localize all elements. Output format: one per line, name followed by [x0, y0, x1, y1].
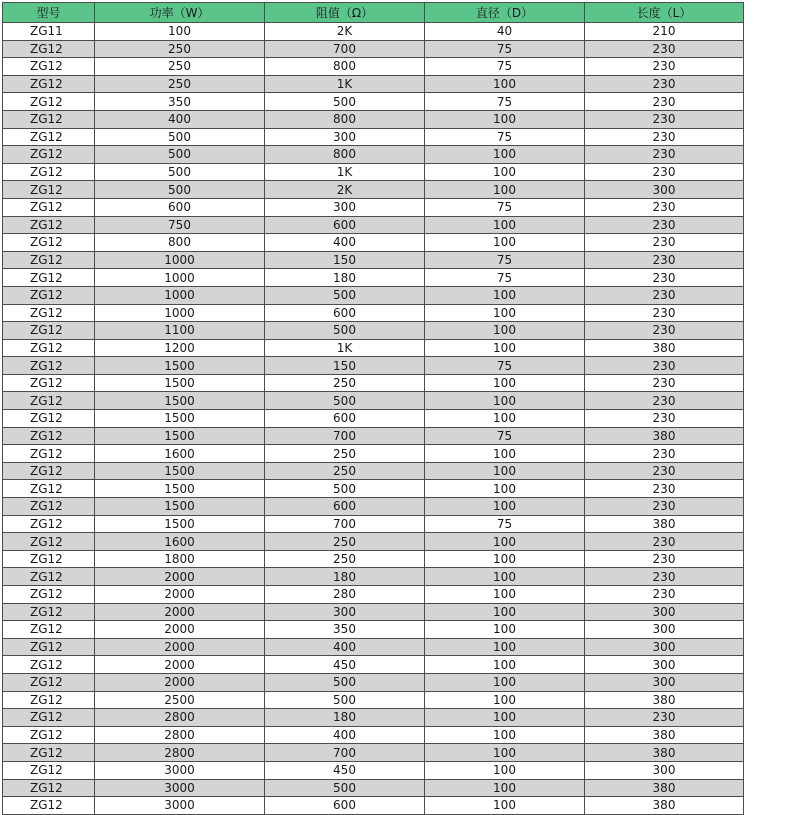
cell-diameter: 100: [425, 761, 585, 779]
cell-diameter: 100: [425, 146, 585, 164]
cell-resistance: 600: [265, 304, 425, 322]
cell-power: 2000: [95, 621, 265, 639]
cell-model: ZG12: [3, 744, 95, 762]
cell-length: 230: [585, 586, 744, 604]
cell-length: 230: [585, 568, 744, 586]
table-row: [3, 779, 744, 797]
cell-model: ZG12: [3, 638, 95, 656]
cell-model: ZG12: [3, 550, 95, 568]
table-row: [3, 445, 744, 463]
table-row: [3, 410, 744, 428]
table-row: [3, 550, 744, 568]
cell-power: 800: [95, 234, 265, 252]
cell-diameter: 75: [425, 93, 585, 111]
cell-length: 230: [585, 40, 744, 58]
cell-resistance: 800: [265, 58, 425, 76]
cell-diameter: 100: [425, 779, 585, 797]
cell-model: ZG12: [3, 656, 95, 674]
cell-resistance: 400: [265, 234, 425, 252]
cell-power: 2000: [95, 603, 265, 621]
table-row: [3, 269, 744, 287]
cell-diameter: 100: [425, 480, 585, 498]
cell-power: 1500: [95, 480, 265, 498]
table-row: [3, 58, 744, 76]
cell-length: 210: [585, 23, 744, 41]
cell-resistance: 500: [265, 691, 425, 709]
cell-model: ZG12: [3, 181, 95, 199]
cell-model: ZG12: [3, 779, 95, 797]
cell-power: 1500: [95, 392, 265, 410]
cell-length: 380: [585, 515, 744, 533]
cell-power: 250: [95, 40, 265, 58]
cell-power: 1800: [95, 550, 265, 568]
cell-length: 230: [585, 216, 744, 234]
cell-model: ZG12: [3, 515, 95, 533]
cell-model: ZG12: [3, 40, 95, 58]
cell-model: ZG12: [3, 797, 95, 815]
cell-resistance: 250: [265, 533, 425, 551]
cell-length: 380: [585, 726, 744, 744]
cell-power: 500: [95, 163, 265, 181]
table-row: [3, 216, 744, 234]
cell-length: 230: [585, 110, 744, 128]
cell-model: ZG12: [3, 374, 95, 392]
cell-diameter: 100: [425, 726, 585, 744]
table-row: [3, 603, 744, 621]
cell-length: 230: [585, 410, 744, 428]
table-row: [3, 709, 744, 727]
cell-power: 1000: [95, 304, 265, 322]
cell-resistance: 250: [265, 462, 425, 480]
table-row: [3, 146, 744, 164]
cell-model: ZG12: [3, 568, 95, 586]
table-row: [3, 515, 744, 533]
cell-diameter: 100: [425, 656, 585, 674]
table-row: [3, 181, 744, 199]
cell-model: ZG12: [3, 216, 95, 234]
cell-diameter: 100: [425, 568, 585, 586]
cell-power: 2000: [95, 673, 265, 691]
table-row: [3, 234, 744, 252]
cell-power: 1000: [95, 286, 265, 304]
cell-resistance: 500: [265, 480, 425, 498]
cell-diameter: 75: [425, 357, 585, 375]
cell-power: 2500: [95, 691, 265, 709]
cell-resistance: 150: [265, 251, 425, 269]
cell-model: ZG12: [3, 673, 95, 691]
cell-diameter: 75: [425, 427, 585, 445]
cell-model: ZG12: [3, 304, 95, 322]
cell-length: 230: [585, 480, 744, 498]
cell-model: ZG12: [3, 392, 95, 410]
cell-resistance: 700: [265, 744, 425, 762]
cell-resistance: 500: [265, 392, 425, 410]
cell-model: ZG12: [3, 75, 95, 93]
cell-model: ZG12: [3, 410, 95, 428]
cell-resistance: 350: [265, 621, 425, 639]
table-row: [3, 251, 744, 269]
cell-resistance: 300: [265, 603, 425, 621]
cell-diameter: 100: [425, 797, 585, 815]
cell-length: 380: [585, 744, 744, 762]
cell-diameter: 75: [425, 128, 585, 146]
cell-model: ZG12: [3, 761, 95, 779]
cell-power: 3000: [95, 779, 265, 797]
table-row: [3, 621, 744, 639]
cell-power: 500: [95, 128, 265, 146]
table-row: [3, 498, 744, 516]
cell-power: 600: [95, 198, 265, 216]
cell-power: 3000: [95, 761, 265, 779]
cell-model: ZG12: [3, 533, 95, 551]
column-header-resistance: 阻值（Ω）: [265, 3, 425, 23]
cell-power: 100: [95, 23, 265, 41]
cell-power: 250: [95, 75, 265, 93]
cell-length: 230: [585, 357, 744, 375]
resistor-spec-table-container: [2, 2, 743, 813]
cell-resistance: 500: [265, 673, 425, 691]
cell-model: ZG12: [3, 586, 95, 604]
cell-power: 1500: [95, 410, 265, 428]
cell-length: 300: [585, 638, 744, 656]
cell-length: 230: [585, 269, 744, 287]
cell-length: 230: [585, 533, 744, 551]
cell-power: 500: [95, 146, 265, 164]
cell-resistance: 300: [265, 128, 425, 146]
cell-power: 1500: [95, 427, 265, 445]
cell-model: ZG12: [3, 726, 95, 744]
cell-model: ZG12: [3, 251, 95, 269]
cell-model: ZG12: [3, 128, 95, 146]
cell-length: 230: [585, 462, 744, 480]
cell-diameter: 100: [425, 673, 585, 691]
cell-diameter: 100: [425, 374, 585, 392]
cell-model: ZG12: [3, 93, 95, 111]
cell-length: 230: [585, 128, 744, 146]
cell-diameter: 75: [425, 269, 585, 287]
cell-diameter: 100: [425, 339, 585, 357]
cell-diameter: 100: [425, 216, 585, 234]
table-row: [3, 339, 744, 357]
cell-resistance: 180: [265, 709, 425, 727]
cell-diameter: 75: [425, 40, 585, 58]
table-row: [3, 392, 744, 410]
cell-diameter: 75: [425, 251, 585, 269]
cell-power: 1100: [95, 322, 265, 340]
cell-resistance: 450: [265, 761, 425, 779]
cell-resistance: 800: [265, 146, 425, 164]
cell-model: ZG12: [3, 163, 95, 181]
cell-diameter: 100: [425, 621, 585, 639]
cell-resistance: 500: [265, 779, 425, 797]
cell-length: 230: [585, 146, 744, 164]
cell-diameter: 100: [425, 744, 585, 762]
cell-length: 230: [585, 392, 744, 410]
cell-resistance: 500: [265, 93, 425, 111]
cell-diameter: 100: [425, 110, 585, 128]
cell-resistance: 280: [265, 586, 425, 604]
table-row: [3, 797, 744, 815]
cell-diameter: 100: [425, 691, 585, 709]
cell-power: 1600: [95, 533, 265, 551]
cell-power: 350: [95, 93, 265, 111]
cell-model: ZG12: [3, 498, 95, 516]
cell-diameter: 100: [425, 709, 585, 727]
table-row: [3, 427, 744, 445]
cell-model: ZG12: [3, 691, 95, 709]
cell-resistance: 250: [265, 445, 425, 463]
cell-diameter: 100: [425, 304, 585, 322]
table-body: [3, 23, 744, 815]
cell-length: 300: [585, 656, 744, 674]
cell-resistance: 150: [265, 357, 425, 375]
cell-length: 230: [585, 58, 744, 76]
table-row: [3, 761, 744, 779]
cell-resistance: 250: [265, 550, 425, 568]
cell-power: 1000: [95, 269, 265, 287]
cell-resistance: 2K: [265, 181, 425, 199]
cell-model: ZG12: [3, 146, 95, 164]
cell-diameter: 75: [425, 515, 585, 533]
cell-resistance: 250: [265, 374, 425, 392]
table-row: [3, 110, 744, 128]
cell-resistance: 600: [265, 410, 425, 428]
cell-model: ZG12: [3, 480, 95, 498]
cell-length: 230: [585, 445, 744, 463]
cell-model: ZG12: [3, 286, 95, 304]
cell-resistance: 2K: [265, 23, 425, 41]
cell-model: ZG12: [3, 198, 95, 216]
cell-model: ZG12: [3, 603, 95, 621]
cell-length: 230: [585, 234, 744, 252]
table-row: [3, 656, 744, 674]
cell-model: ZG12: [3, 110, 95, 128]
resistor-spec-table: [2, 2, 744, 815]
cell-length: 230: [585, 304, 744, 322]
cell-resistance: 800: [265, 110, 425, 128]
table-row: [3, 480, 744, 498]
cell-length: 230: [585, 163, 744, 181]
header-row: [3, 3, 744, 23]
cell-resistance: 1K: [265, 339, 425, 357]
cell-resistance: 180: [265, 568, 425, 586]
cell-resistance: 700: [265, 427, 425, 445]
cell-resistance: 600: [265, 797, 425, 815]
cell-model: ZG12: [3, 322, 95, 340]
table-row: [3, 638, 744, 656]
table-row: [3, 322, 744, 340]
table-row: [3, 128, 744, 146]
cell-power: 3000: [95, 797, 265, 815]
cell-length: 300: [585, 603, 744, 621]
cell-length: 230: [585, 374, 744, 392]
cell-length: 300: [585, 673, 744, 691]
cell-model: ZG12: [3, 269, 95, 287]
cell-resistance: 400: [265, 726, 425, 744]
cell-diameter: 100: [425, 234, 585, 252]
table-row: [3, 691, 744, 709]
cell-model: ZG11: [3, 23, 95, 41]
cell-resistance: 1K: [265, 163, 425, 181]
cell-model: ZG12: [3, 234, 95, 252]
cell-power: 2000: [95, 568, 265, 586]
table-row: [3, 93, 744, 111]
column-header-diameter: 直径（D）: [425, 3, 585, 23]
column-header-length: 长度（L）: [585, 3, 744, 23]
cell-length: 230: [585, 550, 744, 568]
cell-power: 2000: [95, 656, 265, 674]
cell-diameter: 100: [425, 462, 585, 480]
table-row: [3, 374, 744, 392]
table-row: [3, 533, 744, 551]
cell-power: 750: [95, 216, 265, 234]
cell-length: 230: [585, 251, 744, 269]
cell-length: 230: [585, 498, 744, 516]
cell-resistance: 700: [265, 40, 425, 58]
cell-diameter: 100: [425, 181, 585, 199]
cell-diameter: 100: [425, 550, 585, 568]
cell-power: 1500: [95, 515, 265, 533]
table-row: [3, 726, 744, 744]
table-row: [3, 673, 744, 691]
cell-model: ZG12: [3, 462, 95, 480]
cell-diameter: 100: [425, 322, 585, 340]
cell-power: 250: [95, 58, 265, 76]
table-row: [3, 304, 744, 322]
cell-resistance: 400: [265, 638, 425, 656]
cell-length: 230: [585, 286, 744, 304]
cell-diameter: 100: [425, 75, 585, 93]
cell-diameter: 100: [425, 392, 585, 410]
cell-model: ZG12: [3, 357, 95, 375]
cell-length: 380: [585, 797, 744, 815]
cell-diameter: 75: [425, 198, 585, 216]
cell-diameter: 100: [425, 445, 585, 463]
cell-resistance: 300: [265, 198, 425, 216]
cell-diameter: 100: [425, 498, 585, 516]
cell-length: 300: [585, 181, 744, 199]
cell-power: 2800: [95, 744, 265, 762]
cell-resistance: 600: [265, 498, 425, 516]
cell-model: ZG12: [3, 58, 95, 76]
cell-resistance: 700: [265, 515, 425, 533]
cell-length: 300: [585, 761, 744, 779]
cell-power: 1500: [95, 374, 265, 392]
column-header-power: 功率（W）: [95, 3, 265, 23]
cell-length: 380: [585, 779, 744, 797]
cell-length: 380: [585, 691, 744, 709]
cell-power: 1000: [95, 251, 265, 269]
cell-power: 2000: [95, 638, 265, 656]
cell-model: ZG12: [3, 339, 95, 357]
cell-diameter: 100: [425, 533, 585, 551]
cell-length: 300: [585, 621, 744, 639]
cell-model: ZG12: [3, 445, 95, 463]
cell-resistance: 500: [265, 322, 425, 340]
table-header: [3, 3, 744, 23]
table-row: [3, 744, 744, 762]
cell-diameter: 100: [425, 286, 585, 304]
cell-length: 230: [585, 322, 744, 340]
cell-diameter: 100: [425, 410, 585, 428]
cell-length: 230: [585, 75, 744, 93]
table-row: [3, 23, 744, 41]
table-row: [3, 357, 744, 375]
cell-length: 230: [585, 198, 744, 216]
cell-resistance: 1K: [265, 75, 425, 93]
cell-power: 2800: [95, 726, 265, 744]
cell-power: 1500: [95, 462, 265, 480]
cell-diameter: 100: [425, 586, 585, 604]
cell-resistance: 180: [265, 269, 425, 287]
column-header-model: 型号: [3, 3, 95, 23]
cell-diameter: 40: [425, 23, 585, 41]
cell-diameter: 100: [425, 163, 585, 181]
table-row: [3, 75, 744, 93]
cell-resistance: 450: [265, 656, 425, 674]
cell-diameter: 100: [425, 603, 585, 621]
cell-power: 2000: [95, 586, 265, 604]
cell-diameter: 75: [425, 58, 585, 76]
cell-power: 2800: [95, 709, 265, 727]
cell-resistance: 500: [265, 286, 425, 304]
table-row: [3, 286, 744, 304]
table-row: [3, 462, 744, 480]
cell-length: 230: [585, 709, 744, 727]
table-row: [3, 40, 744, 58]
cell-model: ZG12: [3, 427, 95, 445]
cell-model: ZG12: [3, 709, 95, 727]
table-row: [3, 163, 744, 181]
cell-length: 230: [585, 93, 744, 111]
table-row: [3, 568, 744, 586]
cell-model: ZG12: [3, 621, 95, 639]
cell-power: 1500: [95, 357, 265, 375]
cell-resistance: 600: [265, 216, 425, 234]
cell-length: 380: [585, 339, 744, 357]
cell-power: 1200: [95, 339, 265, 357]
cell-power: 1500: [95, 498, 265, 516]
cell-diameter: 100: [425, 638, 585, 656]
table-row: [3, 198, 744, 216]
cell-power: 400: [95, 110, 265, 128]
table-row: [3, 586, 744, 604]
cell-length: 380: [585, 427, 744, 445]
cell-power: 500: [95, 181, 265, 199]
cell-power: 1600: [95, 445, 265, 463]
